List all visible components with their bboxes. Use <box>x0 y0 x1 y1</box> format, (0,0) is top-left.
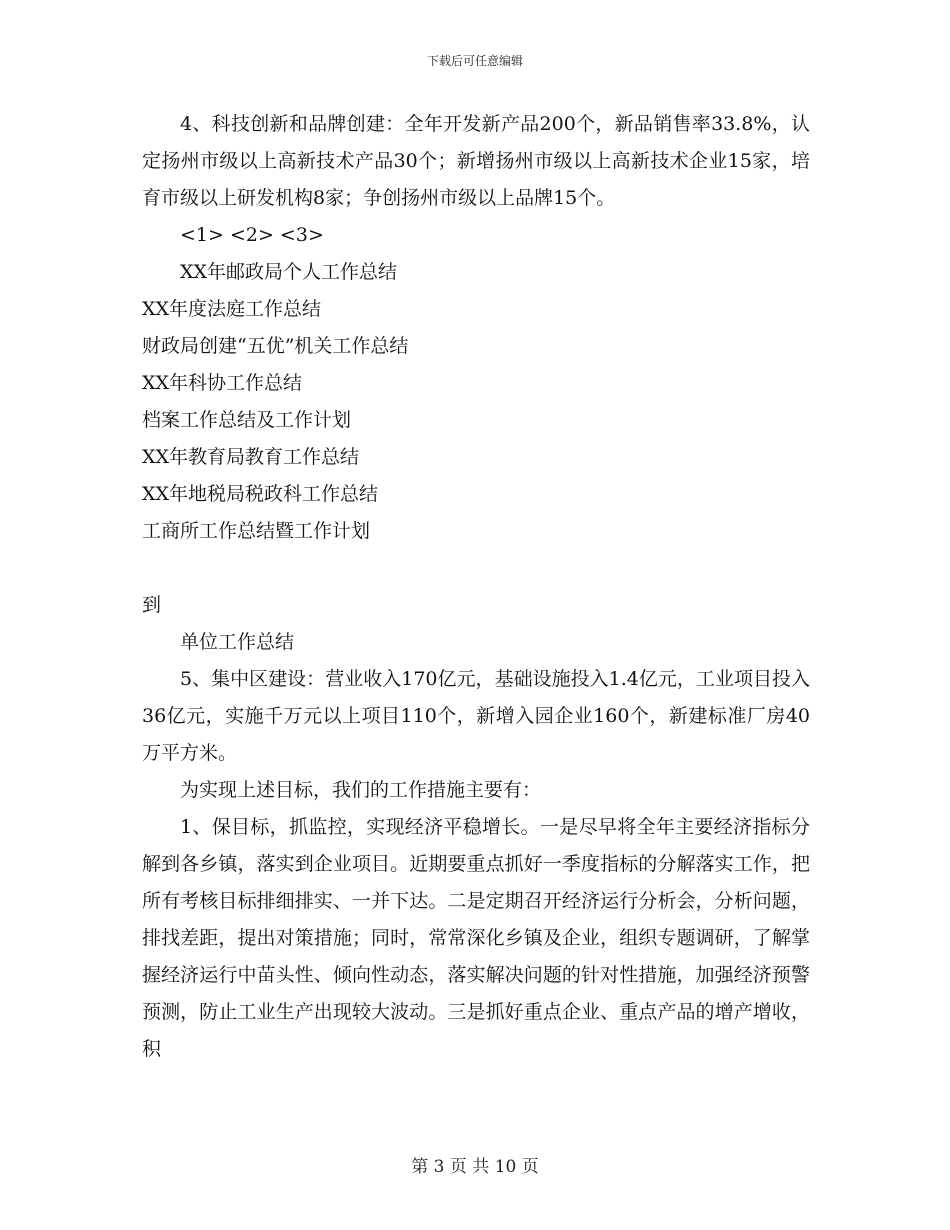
paragraph-measures-intro: 为实现上述目标，我们的工作措施主要有： <box>180 779 542 801</box>
paragraph-tech-innovation: 4、科技创新和品牌创建：全年开发新产品200个，新品销售率33.8%，认定扬州市级以上高新技术产品30个；新增扬州市级以上高新技术企业15家，培育市级以上研发机构8家；争创扬州市级以上品牌15个。 <box>142 113 810 209</box>
related-link-science-assoc[interactable]: XX年科协工作总结 <box>142 372 303 394</box>
page-number-footer: 第 3 页 共 10 页 <box>411 1157 539 1177</box>
blank-line <box>142 550 810 587</box>
related-link-finance[interactable]: 财政局创建“五优”机关工作总结 <box>142 335 409 357</box>
text-to: 到 <box>142 594 162 616</box>
related-link-court[interactable]: XX年度法庭工作总结 <box>142 298 322 320</box>
related-link-education[interactable]: XX年教育局教育工作总结 <box>142 446 360 468</box>
paragraph-zone-construction: 5、集中区建设：营业收入170亿元，基础设施投入1.4亿元，工业项目投入36亿元，实施千万元以上项目110个，新增入园企业160个，新建标准厂房40万平方米。 <box>142 668 810 764</box>
document-body <box>142 106 810 1068</box>
paragraph-measure-1: 1、保目标，抓监控，实现经济平稳增长。一是尽早将全年主要经济指标分解到各乡镇，落实到企业项目。近期要重点抓好一季度指标的分解落实工作，把所有考核目标排细排实、一并下达。二是定期召开经济运行分析会，分析问题，排找差距，提出对策措施；同时，常常深化乡镇及企业，组织专题调研，了解掌握经济运行中苗头性、倾向性动态，落实解决问题的针对性措施，加强经济预警预测，防止工业生产出现较大波动。三是抓好重点企业、重点产品的增产增收，积 <box>142 816 810 1060</box>
related-link-archives[interactable]: 档案工作总结及工作计划 <box>142 409 352 431</box>
page-header-note: 下载后可任意编辑 <box>426 54 523 68</box>
page-navigation-links[interactable]: <1> <2> <3> <box>180 224 324 246</box>
related-link-tax[interactable]: XX年地税局税政科工作总结 <box>142 483 379 505</box>
text-unit-summary: 单位工作总结 <box>180 631 295 653</box>
related-link-commerce[interactable]: 工商所工作总结暨工作计划 <box>142 520 371 542</box>
related-link-postal[interactable]: XX年邮政局个人工作总结 <box>180 261 398 283</box>
